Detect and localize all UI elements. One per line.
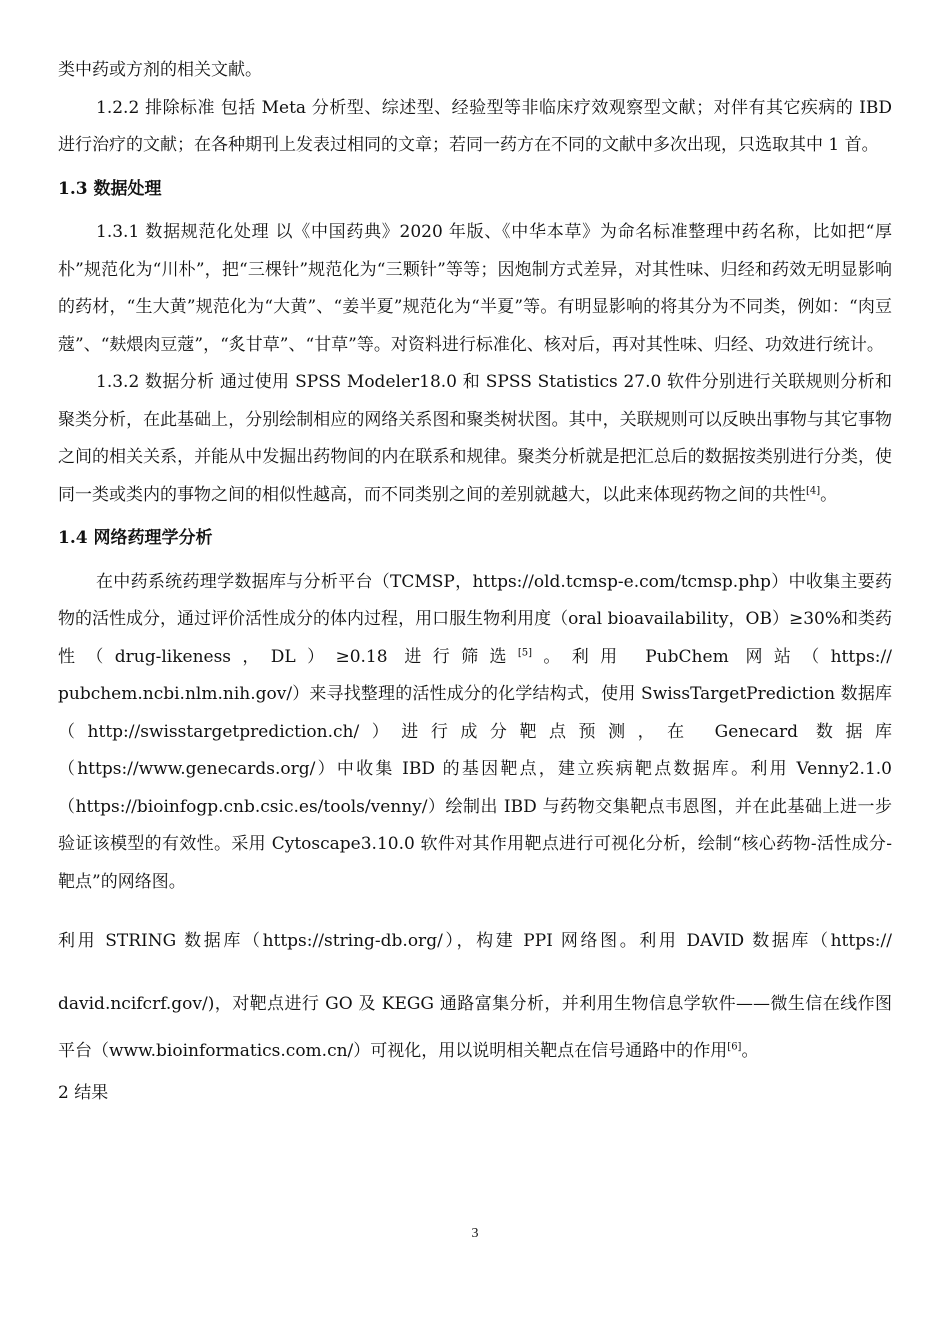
paragraph-data-analysis-text: 1.3.2 数据分析 通过使用 SPSS Modeler18.0 和 SPSS Statistics 27.0 软件分别进行关联规则分析和聚类分析，在此基础上，分别绘制相应的网络关系图和聚类树状图。其中，关联规则可以反映出事物与其它事物之间的相关关系，并能从中发掘出药物间的内在联系和规律。聚类分析就是把汇总后的数据按类别进行分类，使同一类或类内的事物之间的相似性越高，而不同类别之间的差别就越大，以此来体现药物之间的共性 [58, 372, 892, 505]
citation-5: [5] [517, 646, 532, 658]
paragraph-data-analysis-end: 。 [820, 484, 838, 505]
paragraph-david-end: 。 [741, 1041, 759, 1061]
page-number: 3 [471, 1226, 479, 1241]
paragraph-network-pharmacology [58, 564, 892, 902]
paragraph-david-text: david.ncifcrf.gov/)，对靶点进行 GO 及 KEGG 通路富集分析，并利用生物信息学软件——微生信在线作图平台（www.bioinformatics.com.cn/）可视化，用以说明相关靶点在信号通路中的作用 [58, 994, 892, 1061]
citation-6: [6] [727, 1041, 742, 1053]
paragraph-string-line: 利用 STRING 数据库（https://string-db.org/），构建 PPI 网络图。利用 DAVID 数据库（https:// [58, 931, 892, 951]
paragraph-continuation: 类中药或方剂的相关文献。 [58, 60, 262, 80]
paragraph-david [58, 981, 892, 1075]
paragraph-data-analysis [58, 364, 892, 514]
heading-1-3: 1.3 数据处理 [58, 178, 162, 199]
paragraph-network-pharmacology-text-b: 。利用 PubChem 网站（https:// pubchem.ncbi.nlm.nih.gov/）来寻找整理的活性成分的化学结构式，使用 SwissTargetPrediction 数据库（http://swisstargetprediction.ch/）进行成分靶点预测，在 Genecard 数据库（https://www.genecards.org/）中收集 IBD 的基因靶点，建立疾病靶点数据库。利用 Venny2.1.0（https://bioinfogp.cnb.csic.es/tools/venny/）绘制出 IBD 与药物交集靶点韦恩图，并在此基础上进一步验证该模型的有效性。采用 Cytoscape3.10.0 软件对其作用靶点进行可视化分析，绘制“核心药物-活性成分-靶点”的网络图。 [58, 646, 892, 892]
paragraph-normalization: 1.3.1 数据规范化处理 以《中国药典》2020 年版、《中华本草》为命名标准整理中药名称，比如把“厚朴”规范化为“川朴”，把“三棵针”规范化为“三颗针”等等；因炮制方式差异，对其性味、归经和药效无明显影响的药材，“生大黄”规范化为“大黄”、“姜半夏”规范化为“半夏”等。有明显影响的将其分为不同类，例如：“肉豆蔻”、“麸煨肉豆蔻”，“炙甘草”、“甘草”等。对资料进行标准化、核对后，再对其性味、归经、功效进行统计。 [58, 222, 892, 355]
heading-1-4: 1.4 网络药理学分析 [58, 528, 213, 548]
document-body [58, 52, 892, 1113]
heading-2-results: 2 结果 [58, 1083, 109, 1103]
citation-4: [4] [806, 484, 821, 496]
paragraph-exclusion-criteria: 1.2.2 排除标准 包括 Meta 分析型、综述型、经验型等非临床疗效观察型文献；对伴有其它疾病的 IBD 进行治疗的文献；在各种期刊上发表过相同的文章；若同一药方在不同的文献中多次出现，只选取其中 1 首。 [58, 97, 892, 155]
paragraph-network-pharmacology-text-a: 在中药系统药理学数据库与分析平台（TCMSP，https://old.tcmsp-e.com/tcmsp.php）中收集主要药物的活性成分，通过评价活性成分的体内过程，用口服生物利用度（oral bioavailability，OB）≥30%和类药性（drug-likeness，DL）≥0.18 进行筛选 [58, 571, 892, 667]
